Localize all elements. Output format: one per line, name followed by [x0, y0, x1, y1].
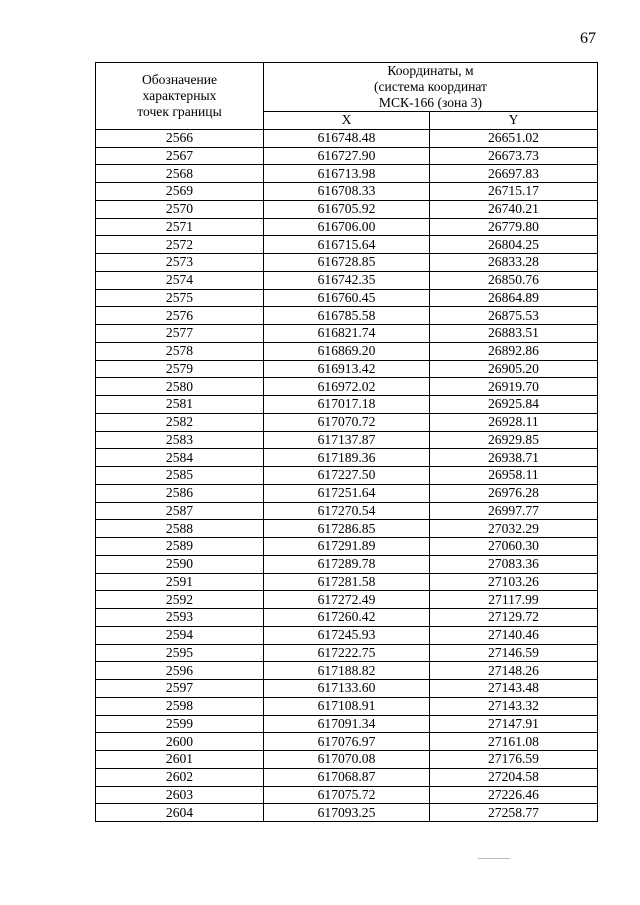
x-coordinate-cell: 616727.90	[264, 147, 430, 165]
x-coordinate-cell: 617093.25	[264, 804, 430, 822]
x-coordinate-cell: 617017.18	[264, 396, 430, 414]
table-row	[96, 733, 598, 751]
x-coordinate-cell: 616705.92	[264, 200, 430, 218]
y-coordinate-cell: 26997.77	[430, 502, 598, 520]
y-coordinate-cell: 26864.89	[430, 289, 598, 307]
x-coordinate-cell: 617091.34	[264, 715, 430, 733]
y-coordinate-cell: 26928.11	[430, 413, 598, 431]
table-row	[96, 662, 598, 680]
table-row	[96, 573, 598, 591]
table-row	[96, 715, 598, 733]
table-row	[96, 218, 598, 236]
y-coordinate-cell: 27226.46	[430, 786, 598, 804]
table-row	[96, 236, 598, 254]
point-cell: 2580	[96, 378, 264, 396]
y-coordinate-cell: 27148.26	[430, 662, 598, 680]
x-coordinate-cell: 617281.58	[264, 573, 430, 591]
y-coordinate-cell: 27032.29	[430, 520, 598, 538]
y-column-header: Y	[430, 112, 598, 130]
y-coordinate-cell: 26740.21	[430, 200, 598, 218]
point-cell: 2587	[96, 502, 264, 520]
x-coordinate-cell: 616760.45	[264, 289, 430, 307]
table-row	[96, 768, 598, 786]
y-coordinate-cell: 26892.86	[430, 342, 598, 360]
point-cell: 2576	[96, 307, 264, 325]
y-coordinate-cell: 26875.53	[430, 307, 598, 325]
point-cell: 2569	[96, 183, 264, 201]
point-cell: 2588	[96, 520, 264, 538]
point-cell: 2566	[96, 129, 264, 147]
point-designation-header-text: Обозначение характерных точек границы	[137, 71, 222, 119]
point-cell: 2590	[96, 555, 264, 573]
y-coordinate-cell: 26651.02	[430, 129, 598, 147]
x-coordinate-cell: 617108.91	[264, 697, 430, 715]
x-coordinate-cell: 617291.89	[264, 538, 430, 556]
table-row	[96, 751, 598, 769]
y-coordinate-cell: 27143.48	[430, 680, 598, 698]
table-row	[96, 804, 598, 822]
table-row	[96, 396, 598, 414]
x-coordinate-cell: 617075.72	[264, 786, 430, 804]
table-row	[96, 449, 598, 467]
point-cell: 2589	[96, 538, 264, 556]
point-cell: 2572	[96, 236, 264, 254]
coordinates-header	[264, 63, 598, 112]
table-body	[96, 129, 598, 821]
point-cell: 2571	[96, 218, 264, 236]
y-coordinate-cell: 26925.84	[430, 396, 598, 414]
point-cell: 2568	[96, 165, 264, 183]
x-coordinate-cell: 617070.72	[264, 413, 430, 431]
x-coordinate-cell: 617289.78	[264, 555, 430, 573]
table-row	[96, 697, 598, 715]
table-row	[96, 342, 598, 360]
table-row	[96, 538, 598, 556]
y-coordinate-cell: 27060.30	[430, 538, 598, 556]
table-row	[96, 591, 598, 609]
table-row	[96, 289, 598, 307]
table-row	[96, 467, 598, 485]
table-row	[96, 609, 598, 627]
y-coordinate-cell: 27258.77	[430, 804, 598, 822]
y-coordinate-cell: 27143.32	[430, 697, 598, 715]
x-coordinate-cell: 616869.20	[264, 342, 430, 360]
x-coordinate-cell: 616715.64	[264, 236, 430, 254]
table-row	[96, 502, 598, 520]
y-coordinate-cell: 26958.11	[430, 467, 598, 485]
y-coordinate-cell: 27129.72	[430, 609, 598, 627]
point-cell: 2594	[96, 626, 264, 644]
table-row	[96, 254, 598, 272]
y-coordinate-cell: 27176.59	[430, 751, 598, 769]
point-cell: 2592	[96, 591, 264, 609]
table-row	[96, 183, 598, 201]
y-coordinate-cell: 26779.80	[430, 218, 598, 236]
x-coordinate-cell: 617286.85	[264, 520, 430, 538]
coordinates-table	[95, 62, 598, 822]
point-cell: 2575	[96, 289, 264, 307]
table-row	[96, 520, 598, 538]
table-row	[96, 271, 598, 289]
x-coordinate-cell: 617260.42	[264, 609, 430, 627]
table-row	[96, 680, 598, 698]
x-coordinate-cell: 616706.00	[264, 218, 430, 236]
x-coordinate-cell: 616748.48	[264, 129, 430, 147]
y-coordinate-cell: 27117.99	[430, 591, 598, 609]
x-coordinate-cell: 617222.75	[264, 644, 430, 662]
y-coordinate-cell: 26938.71	[430, 449, 598, 467]
x-coordinate-cell: 616913.42	[264, 360, 430, 378]
x-coordinate-cell: 617189.36	[264, 449, 430, 467]
point-cell: 2579	[96, 360, 264, 378]
table-row	[96, 786, 598, 804]
table-row	[96, 200, 598, 218]
table-row	[96, 484, 598, 502]
table-row	[96, 147, 598, 165]
point-cell: 2593	[96, 609, 264, 627]
y-coordinate-cell: 27083.36	[430, 555, 598, 573]
scan-mark	[478, 858, 510, 859]
table-row	[96, 644, 598, 662]
table-row	[96, 165, 598, 183]
x-coordinate-cell: 616785.58	[264, 307, 430, 325]
point-cell: 2573	[96, 254, 264, 272]
point-cell: 2582	[96, 413, 264, 431]
point-cell: 2578	[96, 342, 264, 360]
y-coordinate-cell: 26905.20	[430, 360, 598, 378]
y-coordinate-cell: 27103.26	[430, 573, 598, 591]
y-coordinate-cell: 27147.91	[430, 715, 598, 733]
x-coordinate-cell: 617070.08	[264, 751, 430, 769]
point-cell: 2597	[96, 680, 264, 698]
point-cell: 2595	[96, 644, 264, 662]
point-cell: 2596	[96, 662, 264, 680]
x-coordinate-cell: 617251.64	[264, 484, 430, 502]
point-cell: 2570	[96, 200, 264, 218]
y-coordinate-cell: 26697.83	[430, 165, 598, 183]
point-cell: 2603	[96, 786, 264, 804]
point-cell: 2574	[96, 271, 264, 289]
table-row	[96, 378, 598, 396]
y-coordinate-cell: 27204.58	[430, 768, 598, 786]
y-coordinate-cell: 26833.28	[430, 254, 598, 272]
x-coordinate-cell: 617272.49	[264, 591, 430, 609]
table-row	[96, 626, 598, 644]
y-coordinate-cell: 26919.70	[430, 378, 598, 396]
table-row	[96, 360, 598, 378]
y-coordinate-cell: 27140.46	[430, 626, 598, 644]
point-cell: 2586	[96, 484, 264, 502]
point-cell: 2583	[96, 431, 264, 449]
table-row	[96, 555, 598, 573]
table-row	[96, 413, 598, 431]
x-coordinate-cell: 617188.82	[264, 662, 430, 680]
table-row	[96, 431, 598, 449]
point-cell: 2598	[96, 697, 264, 715]
point-cell: 2599	[96, 715, 264, 733]
page-number: 67	[580, 30, 596, 47]
x-coordinate-cell: 616821.74	[264, 325, 430, 343]
table-row	[96, 307, 598, 325]
x-coordinate-cell: 617133.60	[264, 680, 430, 698]
point-cell: 2601	[96, 751, 264, 769]
x-coordinate-cell: 617068.87	[264, 768, 430, 786]
x-coordinate-cell: 616972.02	[264, 378, 430, 396]
table-row	[96, 325, 598, 343]
y-coordinate-cell: 26715.17	[430, 183, 598, 201]
point-designation-header	[96, 63, 264, 130]
point-cell: 2577	[96, 325, 264, 343]
y-coordinate-cell: 26929.85	[430, 431, 598, 449]
y-coordinate-cell: 26850.76	[430, 271, 598, 289]
x-coordinate-cell: 616742.35	[264, 271, 430, 289]
y-coordinate-cell: 26804.25	[430, 236, 598, 254]
point-cell: 2584	[96, 449, 264, 467]
x-coordinate-cell: 617076.97	[264, 733, 430, 751]
table-header	[96, 63, 598, 130]
x-coordinate-cell: 616713.98	[264, 165, 430, 183]
x-coordinate-cell: 617227.50	[264, 467, 430, 485]
point-cell: 2600	[96, 733, 264, 751]
point-cell: 2591	[96, 573, 264, 591]
x-coordinate-cell: 617137.87	[264, 431, 430, 449]
point-cell: 2604	[96, 804, 264, 822]
point-cell: 2581	[96, 396, 264, 414]
header-row-main	[96, 63, 598, 112]
y-coordinate-cell: 26673.73	[430, 147, 598, 165]
y-coordinate-cell: 27161.08	[430, 733, 598, 751]
point-cell: 2585	[96, 467, 264, 485]
point-cell: 2567	[96, 147, 264, 165]
table-row	[96, 129, 598, 147]
x-coordinate-cell: 617245.93	[264, 626, 430, 644]
x-coordinate-cell: 617270.54	[264, 502, 430, 520]
x-column-header: X	[264, 112, 430, 130]
x-coordinate-cell: 616728.85	[264, 254, 430, 272]
coordinates-header-text: Координаты, м (система координат МСК-166 (зона 3)	[374, 63, 487, 110]
x-coordinate-cell: 616708.33	[264, 183, 430, 201]
y-coordinate-cell: 26883.51	[430, 325, 598, 343]
y-coordinate-cell: 26976.28	[430, 484, 598, 502]
y-coordinate-cell: 27146.59	[430, 644, 598, 662]
point-cell: 2602	[96, 768, 264, 786]
